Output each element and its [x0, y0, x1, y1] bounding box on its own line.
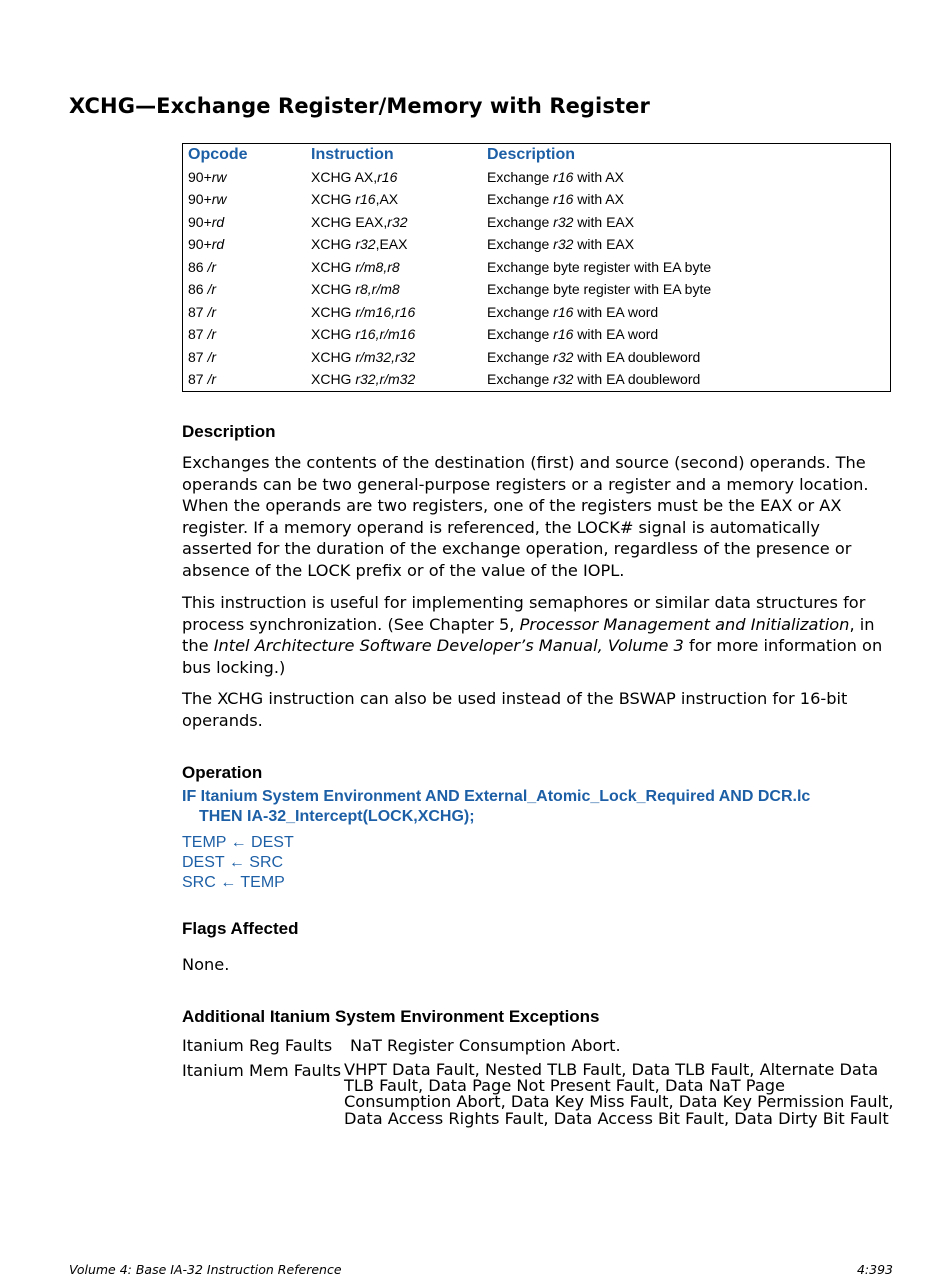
operation-line-3: TEMP ← DEST: [182, 834, 294, 851]
opcode-cell: 90+rw: [188, 169, 227, 185]
opcode-cell: 87 /r: [188, 348, 217, 365]
description-cell: Exchange byte register with EA byte: [487, 258, 712, 275]
table-row: [183, 326, 890, 348]
opcode-cell: 90+rw: [188, 191, 227, 208]
table-row: [183, 214, 890, 236]
description-cell: Exchange r32 with EAX: [487, 213, 635, 230]
operation-line-4: DEST ← SRC: [182, 854, 284, 871]
description-cell: Exchange r16 with EA word: [487, 326, 659, 343]
description-cell: Exchange byte register with EA byte: [487, 281, 712, 298]
opcode-cell: 86 /r: [188, 258, 217, 275]
description-cell: Exchange r16 with AX: [487, 169, 624, 185]
instruction-cell: XCHG r16,r/m16: [311, 326, 416, 343]
header-description: Description: [487, 146, 576, 163]
table-header-row: [183, 146, 890, 168]
reg-faults-label: Itanium Reg Faults: [182, 1036, 333, 1055]
description-heading: Description: [182, 422, 276, 441]
header-opcode: Opcode: [188, 146, 248, 163]
description-cell: Exchange r16 with AX: [487, 191, 624, 208]
page-title: XCHG—Exchange Register/Memory with Register: [69, 94, 650, 118]
table-row: [183, 236, 890, 258]
description-cell: Exchange r32 with EAX: [487, 236, 635, 253]
operation-line-5: SRC ← TEMP: [182, 874, 285, 891]
instruction-cell: XCHG AX,r16: [311, 169, 398, 185]
flags-heading: Flags Affected: [182, 919, 299, 938]
footer-left: Volume 4: Base IA-32 Instruction Reference: [69, 1262, 342, 1277]
table-row: [183, 191, 890, 213]
table-row: [183, 349, 890, 371]
opcode-cell: 87 /r: [188, 326, 217, 343]
description-cell: Exchange r32 with EA doubleword: [487, 348, 701, 365]
table-row: [183, 371, 890, 393]
table-row: [183, 281, 890, 303]
description-cell: Exchange r16 with EA word: [487, 303, 659, 320]
table-row: [183, 259, 890, 281]
instruction-cell: XCHG r8,r/m8: [311, 281, 400, 298]
description-cell: Exchange r32 with EA doubleword: [487, 371, 701, 388]
table-row: [183, 304, 890, 326]
operation-line-1: IF Itanium System Environment AND External_Atomic_Lock_Required AND DCR.lc: [182, 788, 811, 805]
opcode-table: [182, 143, 891, 392]
instruction-cell: XCHG r32,r/m32: [311, 371, 416, 388]
table-row: [183, 169, 890, 191]
instruction-cell: XCHG r32,EAX: [311, 236, 408, 253]
operation-heading: Operation: [182, 763, 263, 782]
opcode-cell: 86 /r: [188, 281, 217, 298]
mem-faults-text: VHPT Data Fault, Nested TLB Fault, Data TLB Fault, Alternate Data TLB Fault, Data Page Not Present Fault, Data NaT Page Consumption Abort, Data Key Miss Fault, Data Key Permission Fault, Data Access Rights Fault, Data Access Bit Fault, Data Dirty Bit Fault: [344, 1060, 894, 1128]
opcode-cell: 90+rd: [188, 213, 225, 230]
footer-page-number: 4:393: [856, 1262, 893, 1277]
instruction-cell: XCHG r/m32,r32: [311, 348, 416, 365]
instruction-cell: XCHG EAX,r32: [311, 213, 408, 230]
flags-text: None.: [182, 955, 230, 974]
exceptions-heading: Additional Itanium System Environment Exceptions: [182, 1007, 600, 1026]
opcode-cell: 90+rd: [188, 236, 225, 253]
instruction-cell: XCHG r/m16,r16: [311, 303, 416, 320]
opcode-cell: 87 /r: [188, 303, 217, 320]
mem-faults-label: Itanium Mem Faults: [182, 1061, 342, 1080]
description-paragraph-1: Exchanges the contents of the destination (first) and source (second) operands. The operands can be two general-purpose registers or a register and a memory location. When the operands are two registers, one of the registers must be the EAX or AX register. If a memory operand is referenced, the LOCK# signal is automatically asserted for the duration of the exchange operation, regardless of the presence or absence of the LOCK prefix or of the value of the IOPL.: [182, 453, 869, 580]
header-instruction: Instruction: [311, 146, 394, 163]
description-paragraph-2: This instruction is useful for implementing semaphores or similar data structures for process synchronization. (See Chapter 5, Processor Management and Initialization, in the Intel Architecture Software Developer’s Manual, Volume 3 for more information on bus locking.): [182, 593, 883, 677]
reg-faults-text: NaT Register Consumption Abort.: [350, 1036, 621, 1055]
operation-line-2: THEN IA-32_Intercept(LOCK,XCHG);: [199, 808, 475, 825]
opcode-cell: 87 /r: [188, 371, 217, 388]
description-paragraph-3: The XCHG instruction can also be used instead of the BSWAP instruction for 16-bit operands.: [182, 689, 848, 730]
instruction-cell: XCHG r16,AX: [311, 191, 399, 208]
instruction-cell: XCHG r/m8,r8: [311, 258, 400, 275]
